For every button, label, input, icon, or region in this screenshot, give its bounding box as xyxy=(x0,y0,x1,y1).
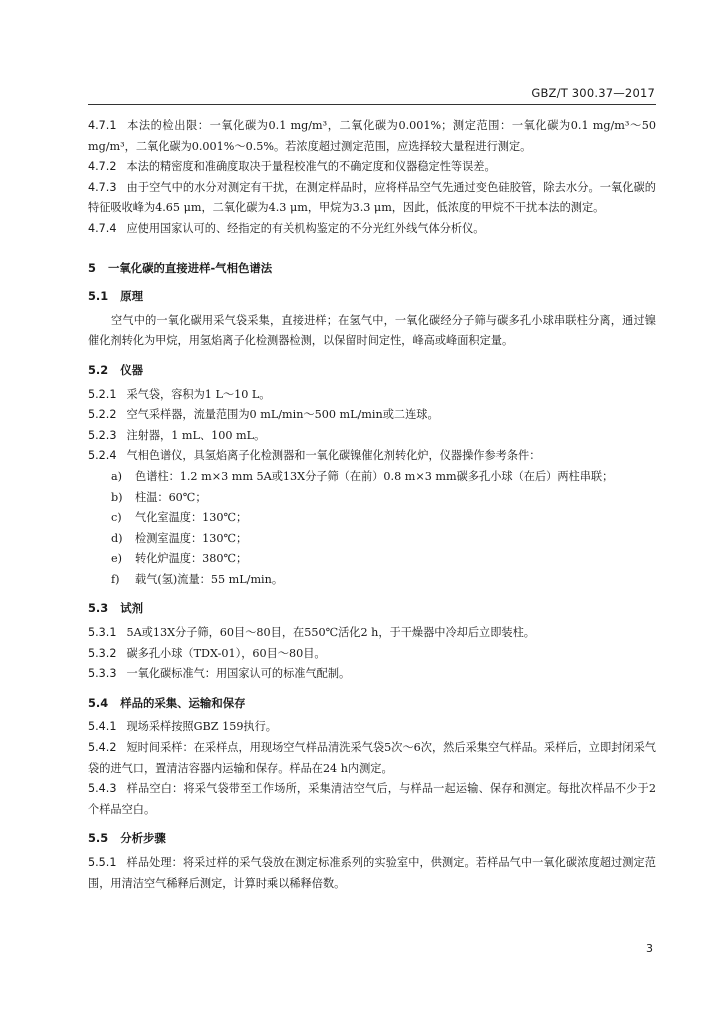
clause-5-3-1 xyxy=(88,623,656,644)
section-title: 仪器 xyxy=(120,362,143,377)
clause-number: 5.3.1 xyxy=(88,626,117,640)
condition-item xyxy=(88,529,656,550)
clause-text: 由于空气中的水分对测定有干扰，在测定样品时，应将样品空气先通过变色硅胶管，除去水分。一氧化碳的特征吸收峰为4.65 μm，二氧化碳为4.3 μm，甲烷为3.3 μm，因此，低浓度的甲烷不干扰本法的测定。 xyxy=(88,180,656,215)
clause-text: 短时间采样：在采样点，用现场空气样品清洗采气袋5次～6次，然后采集空气样品。采样后，立即封闭采气袋的进气口，置清洁容器内运输和保存。样品在24 h内测定。 xyxy=(88,741,656,775)
clause-text: 样品空白：将采气袋带至工作场所，采集清洁空气后，与样品一起运输、保存和测定。每批次样品不少于2个样品空白。 xyxy=(88,782,656,816)
clause-number: 5.2.2 xyxy=(88,408,117,422)
clause-number: 5.2.3 xyxy=(88,428,117,442)
clause-number: 5.3.3 xyxy=(88,667,117,681)
clause-number: 5.4.1 xyxy=(88,720,117,734)
clause-text: 本法的检出限：一氧化碳为0.1 mg/m³，二氧化碳为0.001%；测定范围：一氧化碳为0.1 mg/m³～50 mg/m³，二氧化碳为0.001%～0.5%。若浓度超过测定范围，应选择较大量程进行测定。 xyxy=(88,119,656,153)
section-5-heading xyxy=(88,258,656,279)
clause-4-7-3 xyxy=(88,178,656,219)
clause-text: 5A或13X分子筛，60目～80目，在550℃活化2 h，于干燥器中冷却后立即装柱。 xyxy=(126,626,535,640)
condition-text: 色谱柱：1.2 m×3 mm 5A或13X分子筛（在前）0.8 m×3 mm碳多孔小球（在后）两柱串联； xyxy=(135,469,614,483)
principle-text: 空气中的一氧化碳用采气袋采集，直接进样；在氢气中，一氧化碳经分子筛与碳多孔小球串联柱分离，通过镍催化剂转化为甲烷，用氢焰离子化检测器检测，以保留时间定性，峰高或峰面积定量。 xyxy=(88,313,656,348)
clause-5-4-1 xyxy=(88,717,656,738)
condition-item xyxy=(88,549,656,570)
clause-text: 应使用国家认可的、经指定的有关机构鉴定的不分光红外线气体分析仪。 xyxy=(126,221,485,235)
clause-number: 5.4.2 xyxy=(88,741,117,755)
clause-number: 5.5.1 xyxy=(88,856,117,869)
condition-label: c) xyxy=(111,511,122,525)
section-title: 原理 xyxy=(120,289,143,304)
clause-text: 空气采样器，流量范围为0 mL/min～500 mL/min或二连球。 xyxy=(126,408,439,422)
section-5-5-heading xyxy=(88,828,656,849)
clause-5-4-2 xyxy=(88,738,656,779)
clause-number: 4.7.3 xyxy=(88,180,117,194)
section-number: 5 xyxy=(88,260,96,275)
clause-number: 4.7.4 xyxy=(88,221,117,235)
clause-5-3-2 xyxy=(88,644,656,665)
condition-label: b) xyxy=(111,490,123,504)
clause-4-7-4 xyxy=(88,219,656,240)
clause-text: 一氧化碳标准气：用国家认可的标准气配制。 xyxy=(126,667,351,681)
condition-item xyxy=(88,467,656,488)
clause-5-3-3 xyxy=(88,664,656,685)
clause-text: 现场采样按照GBZ 159执行。 xyxy=(126,720,277,734)
condition-label: d) xyxy=(111,531,123,545)
clause-5-2-4 xyxy=(88,446,656,467)
clause-4-7-1 xyxy=(88,116,656,157)
clause-number: 5.2.1 xyxy=(88,387,117,401)
section-number: 5.1 xyxy=(88,289,109,304)
condition-text: 气化室温度：130℃； xyxy=(135,511,248,525)
condition-item xyxy=(88,488,656,509)
clause-5-2-2 xyxy=(88,405,656,426)
condition-text: 检测室温度：130℃； xyxy=(135,531,248,545)
section-5-3-heading xyxy=(88,598,656,619)
section-5-4-heading xyxy=(88,693,656,714)
condition-text: 载气(氢)流量：55 mL/min。 xyxy=(135,572,284,586)
section-5-2-heading xyxy=(88,360,656,381)
section-5-1-heading xyxy=(88,286,656,307)
section-title: 样品的采集、运输和保存 xyxy=(120,695,246,710)
section-title: 分析步骤 xyxy=(120,831,166,846)
page-content xyxy=(88,116,656,894)
clause-number: 5.4.3 xyxy=(88,782,117,796)
condition-item xyxy=(88,508,656,529)
clause-text: 气相色谱仪，具氢焰离子化检测器和一氧化碳镍催化剂转化炉，仪器操作参考条件： xyxy=(126,449,541,463)
section-number: 5.3 xyxy=(88,601,109,616)
condition-label: f) xyxy=(111,572,120,586)
clause-number: 4.7.2 xyxy=(88,160,117,174)
section-title: 试剂 xyxy=(120,601,143,616)
clause-text: 注射器，1 mL、100 mL。 xyxy=(126,428,266,442)
section-title: 一氧化碳的直接进样-气相色谱法 xyxy=(107,260,273,275)
clause-4-7-2 xyxy=(88,157,656,178)
condition-text: 柱温：60℃； xyxy=(135,490,207,504)
clause-5-4-3 xyxy=(88,779,656,820)
clause-5-2-3 xyxy=(88,426,656,447)
clause-5-5-1 xyxy=(88,853,656,894)
clause-number: 5.3.2 xyxy=(88,646,117,660)
condition-item xyxy=(88,570,656,591)
condition-label: e) xyxy=(111,552,122,566)
clause-text: 本法的精密度和准确度取决于量程校准气的不确定度和仪器稳定性等误差。 xyxy=(126,160,496,174)
clause-5-2-1 xyxy=(88,385,656,406)
section-number: 5.4 xyxy=(88,695,109,710)
clause-text: 采气袋，容积为1 L～10 L。 xyxy=(126,387,271,401)
clause-number: 4.7.1 xyxy=(88,119,117,132)
clause-text: 碳多孔小球（TDX-01），60目～80目。 xyxy=(126,646,326,660)
page-number: 3 xyxy=(646,942,653,955)
section-number: 5.2 xyxy=(88,362,109,377)
standard-code: GBZ/T 300.37—2017 xyxy=(531,86,655,100)
condition-text: 转化炉温度：380℃； xyxy=(135,552,248,566)
clause-number: 5.2.4 xyxy=(88,449,117,463)
section-number: 5.5 xyxy=(88,831,109,846)
header-rule xyxy=(88,104,656,105)
condition-label: a) xyxy=(111,469,123,483)
clause-text: 样品处理：将采过样的采气袋放在测定标准系列的实验室中，供测定。若样品气中一氧化碳浓度超过测定范围，用清洁空气稀释后测定，计算时乘以稀释倍数。 xyxy=(88,856,656,890)
